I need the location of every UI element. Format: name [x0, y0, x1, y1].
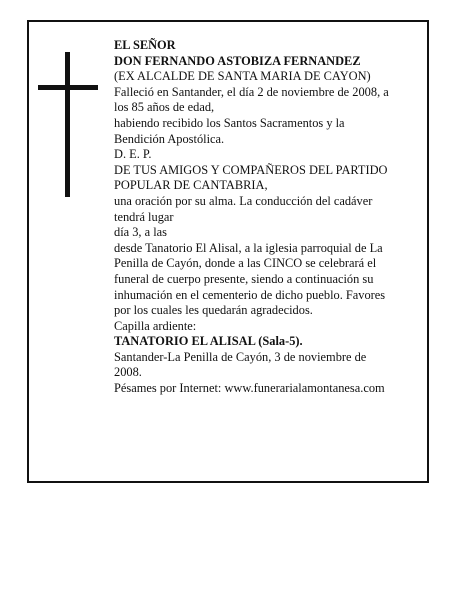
text-line: tendrá lugar: [114, 209, 174, 224]
text-line: desde Tanatorio El Alisal, a la iglesia parroquial de La: [114, 240, 383, 255]
text-line: Bendición Apostólica.: [114, 131, 225, 146]
text-line: POPULAR DE CANTABRIA,: [114, 178, 268, 193]
text-line: por los cuales les quedarán agradecidos.: [114, 303, 313, 318]
obituary-text: [114, 38, 424, 397]
text-line: inhumación en el cementerio de dicho pueblo. Favores: [114, 287, 386, 302]
text-line: Falleció en Santander, el día 2 de noviembre de 2008, a: [114, 84, 389, 99]
title-line: EL SEÑOR: [114, 38, 176, 52]
text-line: DE TUS AMIGOS Y COMPAÑEROS DEL PARTIDO: [114, 162, 388, 177]
condolences-line: Pésames por Internet: www.funerarialamontanesa.com: [114, 381, 385, 396]
rip-line: D. E. P.: [114, 147, 152, 162]
text-line: Capilla ardiente:: [114, 318, 197, 333]
text-line: 2008.: [114, 365, 142, 380]
text-line: día 3, a las: [114, 225, 167, 240]
text-line: funeral de cuerpo presente, siendo a continuación su: [114, 271, 374, 286]
text-line: los 85 años de edad,: [114, 100, 215, 115]
former-title: (EX ALCALDE DE SANTA MARIA DE CAYON): [114, 69, 371, 84]
deceased-name: DON FERNANDO ASTOBIZA FERNANDEZ: [114, 53, 361, 68]
text-line: una oración por su alma. La conducción del cadáver: [114, 193, 373, 208]
text-line: Penilla de Cayón, donde a las CINCO se celebrará el: [114, 256, 377, 271]
text-line: Santander-La Penilla de Cayón, 3 de noviembre de: [114, 349, 367, 364]
chapel-name: TANATORIO EL ALISAL (Sala-5).: [114, 334, 303, 349]
cross-icon-bar: [38, 85, 98, 90]
text-line: habiendo recibido los Santos Sacramentos y la: [114, 115, 345, 130]
cross-icon: [65, 52, 70, 197]
